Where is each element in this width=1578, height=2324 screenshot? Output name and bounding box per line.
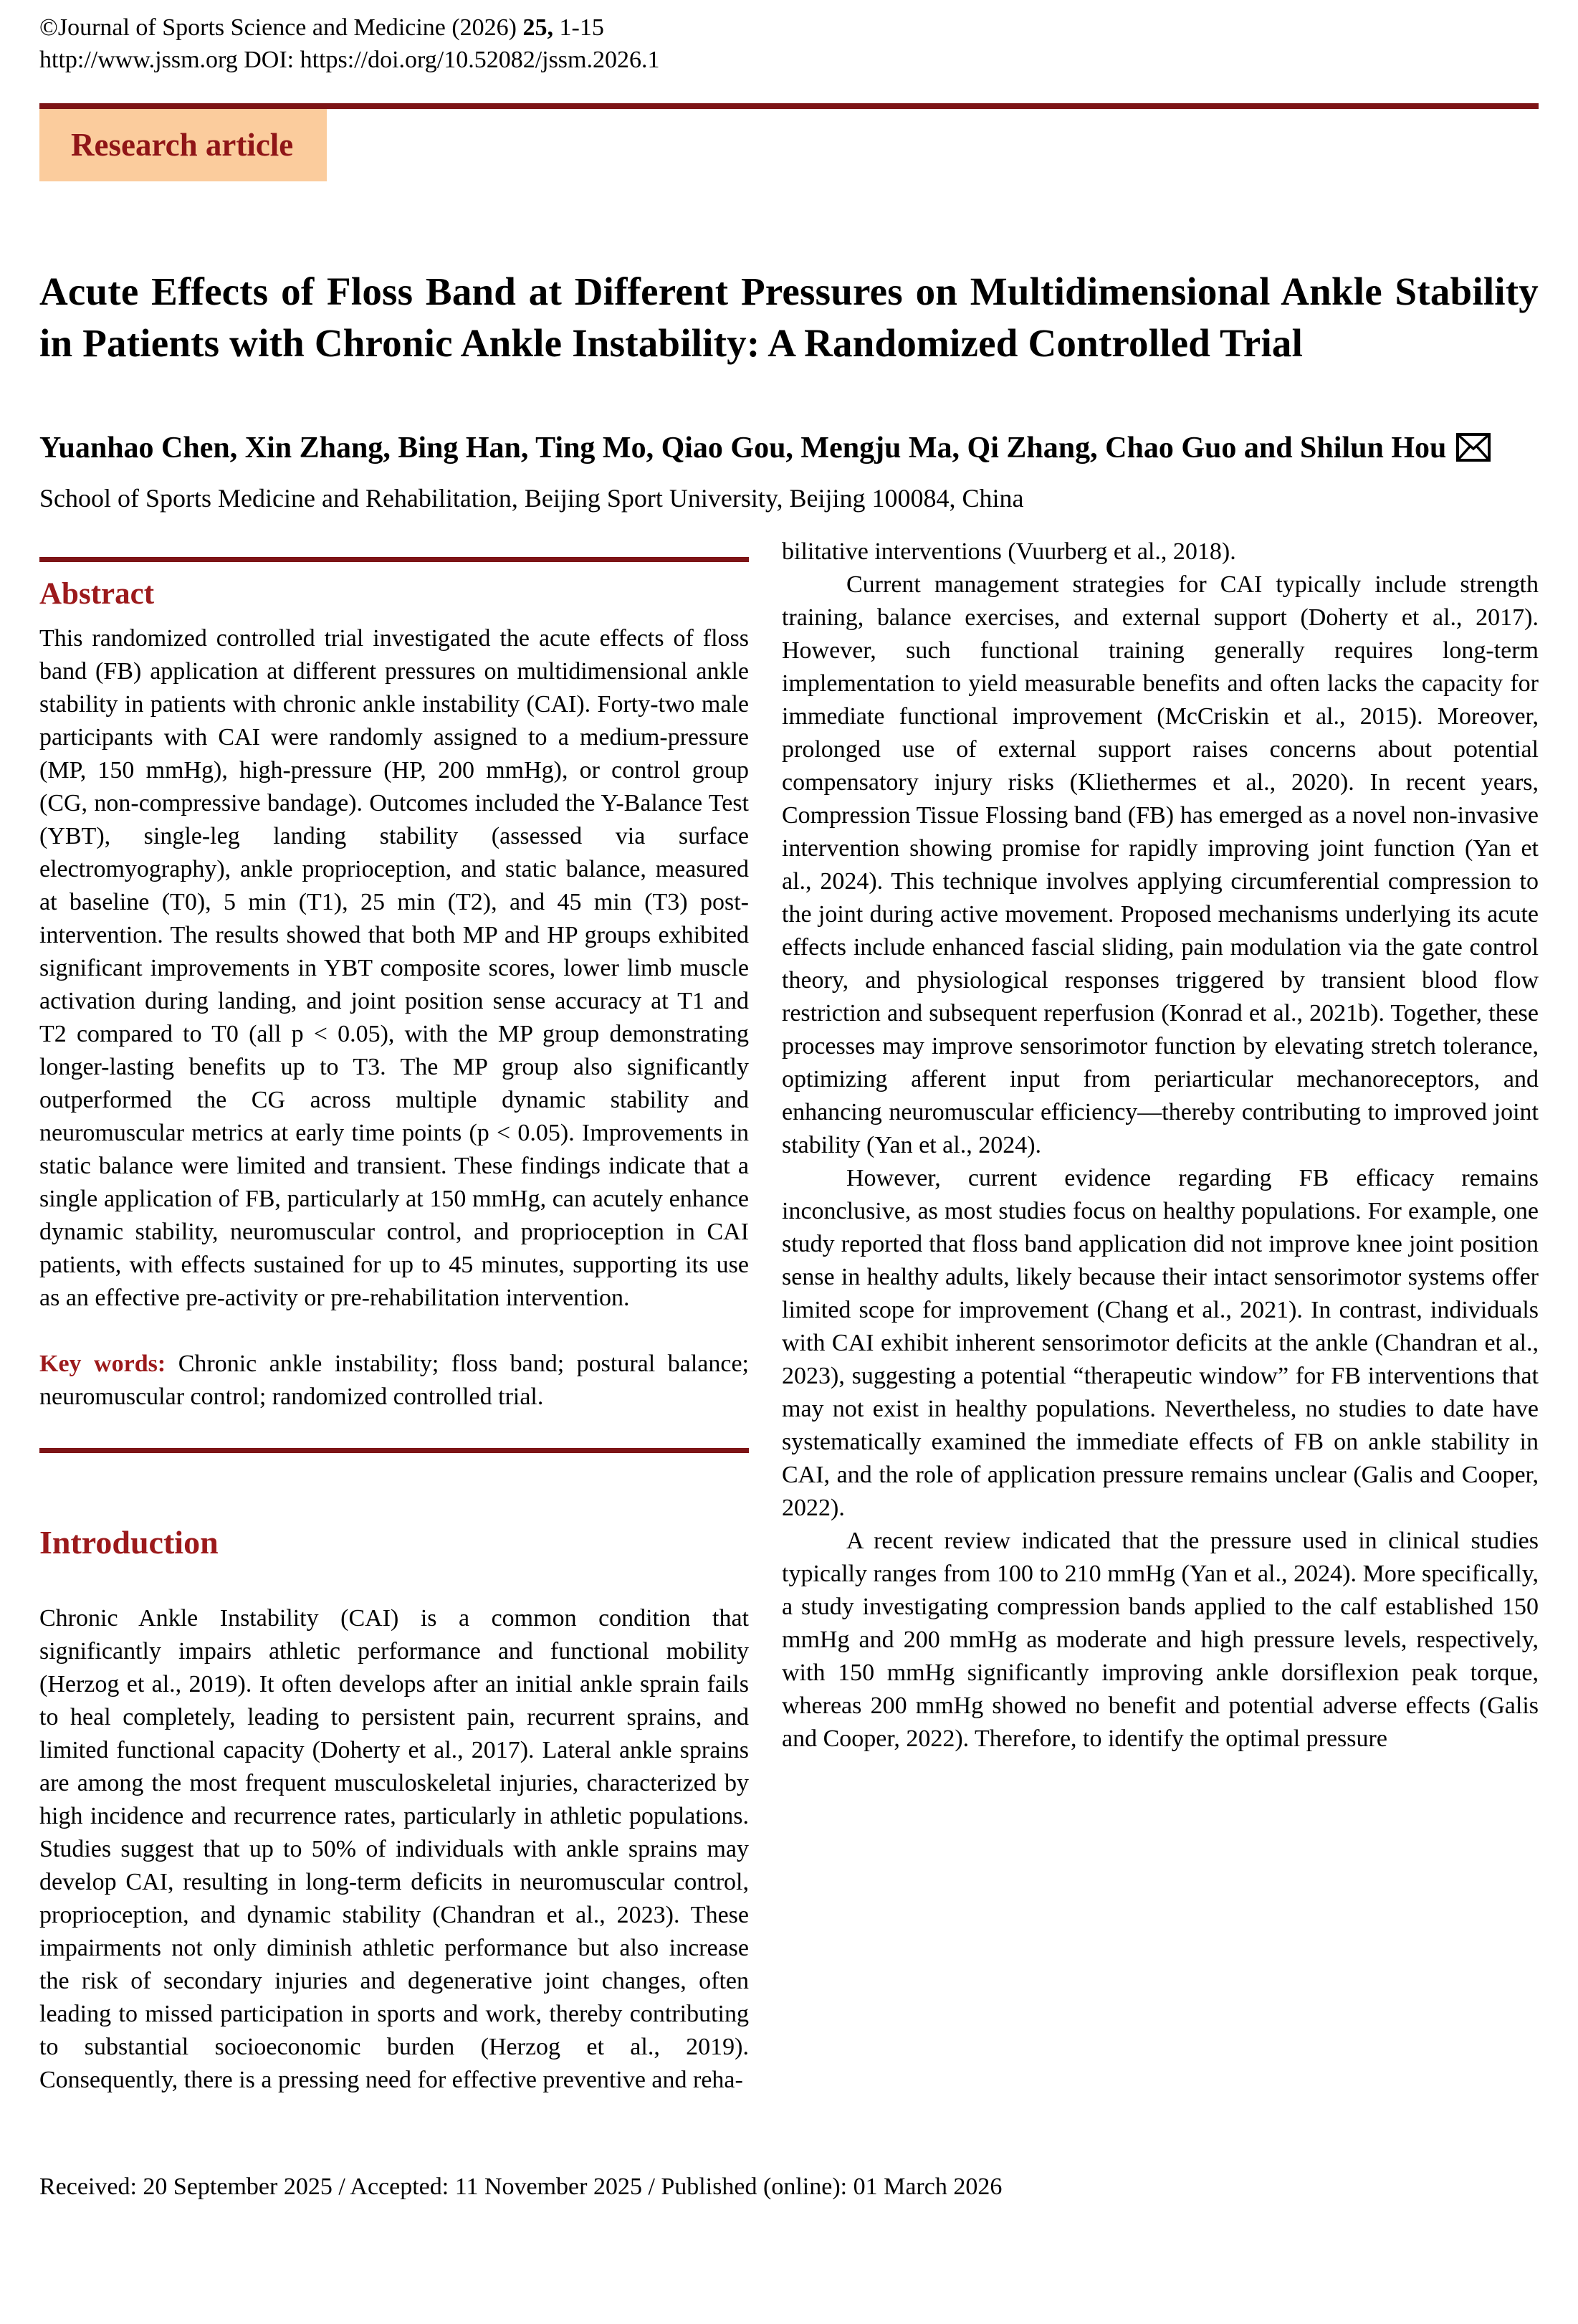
introduction-paragraph: Chronic Ankle Instability (CAI) is a common condition that significantly impairs athletic performance and functional mobility (Herzog et al., 2019). It often develops after an initial ankle sprain fails to heal completely, leading to persistent pain, recurrent sprains, and limited functional capacity (Doherty et al., 2017). Lateral ankle sprains are among the most frequent musculoskeletal injuries, characterized by high incidence and recurrence rates, particularly in athletic populations. Studies suggest that up to 50% of individuals with ankle sprains may develop CAI, resulting in long-term deficits in neuromuscular control, proprioception, and dynamic stability (Chandran et al., 2023). These impairments not only diminish athletic performance but also increase the risk of secondary injuries and degenerative joint changes, often leading to missed participation in sports and work, thereby contributing to substantial socioeconomic burden (Herzog et al., 2019). Consequently, there is a pressing need for effective preventive and reha- xyxy=(39,1605,749,2093)
keywords-label: Key words: xyxy=(39,1351,166,1377)
article-type-badge: Research article xyxy=(39,109,327,181)
body-paragraph: Current management strategies for CAI typically include strength training, balance exercises, and external support (Doherty et al., 2017). However, such functional training generally requires long-term implementation to yield measurable benefits and often lacks the capacity for immediate functional improvement (McCriskin et al., 2015). Moreover, prolonged use of external support raises concerns about potential compensatory injury risks (Kliethermes et al., 2020). In recent years, Compression Tissue Flossing band (FB) has emerged as a novel non-invasive intervention showing promise for rapidly improving joint function (Yan et al., 2024). This technique involves applying circumferential compression to the joint during active movement. Proposed mechanisms underlying its acute effects include enhanced fascial sliding, pain modulation via the gate control theory, and physiological responses triggered by transient blood flow restriction and subsequent reperfusion (Konrad et al., 2021b). Together, these processes may improve sensorimotor function by elevating stretch tolerance, optimizing afferent input from periarticular mechanoreceptors, and enhancing neuromuscular efficiency—thereby contributing to improved joint stability (Yan et al., 2024). xyxy=(782,571,1539,1158)
right-column xyxy=(782,535,1539,2097)
keywords-paragraph xyxy=(39,1348,749,1414)
body-paragraph: However, current evidence regarding FB efficacy remains inconclusive, as most studies focus on healthy populations. For example, one study reported that floss band application did not improve knee joint position sense in healthy adults, likely because their intact sensorimotor systems offer limited scope for improvement (Chang et al., 2021). In contrast, individuals with CAI exhibit inherent sensorimotor deficits at the ankle (Chandran et al., 2023), suggesting a potential “therapeutic window” for FB interventions that may not exist in healthy populations. Nevertheless, no studies to date have systematically examined the immediate effects of FB on ankle stability in CAI, and the role of application pressure remains unclear (Galis and Cooper, 2022). xyxy=(782,1165,1539,1521)
abstract-top-rule xyxy=(39,557,749,562)
introduction-heading: Introduction xyxy=(39,1524,219,1561)
column-gap xyxy=(749,535,782,2097)
two-column-body xyxy=(39,535,1539,2097)
citation-pages: 1-15 xyxy=(553,14,604,41)
affiliation: School of Sports Medicine and Rehabilitation, Beijing Sport University, Beijing 100084, China xyxy=(39,484,1024,513)
keywords-text: Chronic ankle instability; floss band; postural balance; neuromuscular control; randomized controlled trial. xyxy=(39,1351,749,1410)
citation-prefix: ©Journal of Sports Science and Medicine (2026) xyxy=(39,14,523,41)
header-rule xyxy=(39,103,1539,109)
body-paragraph: A recent review indicated that the pressure used in clinical studies typically ranges from 100 to 210 mmHg (Yan et al., 2024). More specifically, a study investigating compression bands applied to the calf established 150 mmHg and 200 mmHg as moderate and high pressure levels, respectively, with 150 mmHg significantly improving ankle dorsiflexion peak torque, whereas 200 mmHg showed no benefit and potential adverse effects (Galis and Cooper, 2022). Therefore, to identify the optimal pressure xyxy=(782,1528,1539,1752)
abstract-heading: Abstract xyxy=(39,577,155,611)
authors-line xyxy=(39,428,1539,472)
left-column xyxy=(39,535,749,2097)
received-accepted-published-line: Received: 20 September 2025 / Accepted: 11 November 2025 / Published (online): 01 March 2026 xyxy=(39,2173,1003,2200)
citation-volume: 25, xyxy=(522,14,554,41)
body-paragraph: bilitative interventions (Vuurberg et al., 2018). xyxy=(782,538,1236,565)
abstract-text: This randomized controlled trial investigated the acute effects of floss band (FB) application at different pressures on multidimensional ankle stability in patients with chronic ankle instability (CAI). Forty-two male participants with CAI were randomly assigned to a medium-pressure (MP, 150 mmHg), high-pressure (HP, 200 mmHg), or control group (CG, non-compressive bandage). Outcomes included the Y-Balance Test (YBT), single-leg landing stability (assessed via surface electromyography), ankle proprioception, and static balance, measured at baseline (T0), 5 min (T1), 25 min (T2), and 45 min (T3) post-intervention. The results showed that both MP and HP groups exhibited significant improvements in YBT composite scores, lower limb muscle activation during landing, and joint position sense accuracy at T1 and T2 compared to T0 (all p < 0.05), with the MP group demonstrating longer-lasting benefits up to T3. The MP group also significantly outperformed the CG across multiple dynamic stability and neuromuscular metrics at early time points (p < 0.05). Improvements in static balance were limited and transient. These findings indicate that a single application of FB, particularly at 150 mmHg, can acutely enhance dynamic stability, neuromuscular control, and proprioception in CAI patients, with effects sustained for up to 45 minutes, supporting its use as an effective pre-activity or pre-rehabilitation intervention. xyxy=(39,625,749,1311)
authors-text: Yuanhao Chen, Xin Zhang, Bing Han, Ting Mo, Qiao Gou, Mengju Ma, Qi Zhang, Chao Guo and Shilun Hou xyxy=(39,432,1447,465)
journal-doi-line: http://www.jssm.org DOI: https://doi.org/10.52082/jssm.2026.1 xyxy=(39,47,660,73)
introduction-top-rule xyxy=(39,1448,749,1453)
journal-header xyxy=(39,11,1539,76)
email-icon[interactable] xyxy=(1456,432,1491,472)
page-title: Acute Effects of Floss Band at Different Pressures on Multidimensional Ankle Stability in Patients with Chronic Ankle Instability: A Randomized Controlled Trial xyxy=(39,270,1539,365)
journal-citation-line xyxy=(39,11,1539,44)
